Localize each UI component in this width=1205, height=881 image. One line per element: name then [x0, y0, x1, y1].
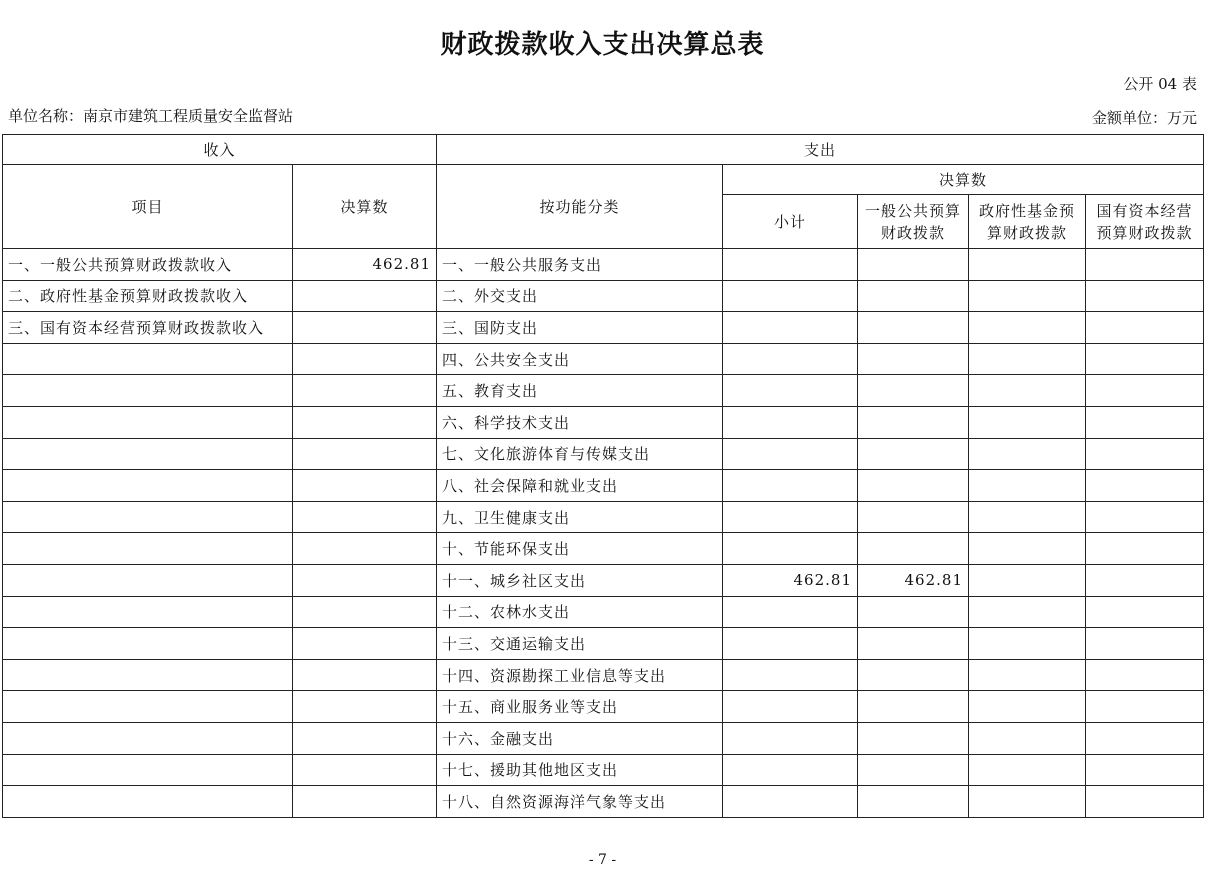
- income-item-cell: [3, 406, 293, 438]
- income-item-cell: [3, 564, 293, 596]
- general-budget-cell: [858, 249, 969, 281]
- subtotal-cell: 462.81: [723, 564, 858, 596]
- income-amount-cell: [293, 691, 437, 723]
- expense-header: 支出: [437, 135, 1204, 165]
- table-row: [3, 691, 1204, 723]
- state-capital-cell: [1086, 691, 1204, 723]
- gov-fund-cell: [969, 533, 1086, 565]
- expense-item-cell: 一、一般公共服务支出: [437, 249, 723, 281]
- income-amount-cell: [293, 438, 437, 470]
- gov-fund-cell: [969, 501, 1086, 533]
- general-budget-cell: [858, 533, 969, 565]
- income-item-cell: [3, 659, 293, 691]
- item-header: 项目: [3, 165, 293, 249]
- state-capital-cell: [1086, 375, 1204, 407]
- general-budget-cell: [858, 659, 969, 691]
- table-row: [3, 249, 1204, 281]
- gov-fund-cell: [969, 754, 1086, 786]
- state-capital-cell: [1086, 501, 1204, 533]
- table-row: [3, 628, 1204, 660]
- gov-fund-cell: [969, 691, 1086, 723]
- general-budget-cell: [858, 722, 969, 754]
- table-row: [3, 438, 1204, 470]
- subtotal-cell: [723, 375, 858, 407]
- state-capital-header: 国有资本经营预算财政拨款: [1086, 195, 1204, 249]
- expense-item-cell: 十、节能环保支出: [437, 533, 723, 565]
- income-amount-cell: [293, 754, 437, 786]
- general-budget-cell: [858, 312, 969, 344]
- income-item-cell: [3, 596, 293, 628]
- table-row: [3, 375, 1204, 407]
- general-budget-cell: [858, 406, 969, 438]
- subtotal-cell: [723, 628, 858, 660]
- state-capital-cell: [1086, 722, 1204, 754]
- gov-fund-cell: [969, 312, 1086, 344]
- state-capital-cell: [1086, 438, 1204, 470]
- expense-item-cell: 六、科学技术支出: [437, 406, 723, 438]
- state-capital-cell: [1086, 596, 1204, 628]
- income-item-cell: [3, 343, 293, 375]
- gov-fund-cell: [969, 786, 1086, 818]
- income-amount-cell: [293, 312, 437, 344]
- by-function-header: 按功能分类: [437, 165, 723, 249]
- income-amount-cell: [293, 564, 437, 596]
- general-budget-header: 一般公共预算财政拨款: [858, 195, 969, 249]
- subtotal-header: 小计: [723, 195, 858, 249]
- final-amount-group-header: 决算数: [723, 165, 1204, 195]
- expense-item-cell: 九、卫生健康支出: [437, 501, 723, 533]
- table-row: [3, 406, 1204, 438]
- table-row: [3, 786, 1204, 818]
- expense-item-cell: 十一、城乡社区支出: [437, 564, 723, 596]
- expense-item-cell: 四、公共安全支出: [437, 343, 723, 375]
- expense-item-cell: 七、文化旅游体育与传媒支出: [437, 438, 723, 470]
- subtotal-cell: [723, 786, 858, 818]
- income-amount-cell: [293, 659, 437, 691]
- state-capital-cell: [1086, 533, 1204, 565]
- table-row: [3, 280, 1204, 312]
- general-budget-cell: [858, 438, 969, 470]
- income-amount-cell: [293, 722, 437, 754]
- table-row: [3, 659, 1204, 691]
- table-row: [3, 722, 1204, 754]
- income-header: 收入: [3, 135, 437, 165]
- general-budget-cell: [858, 754, 969, 786]
- state-capital-cell: [1086, 280, 1204, 312]
- gov-fund-cell: [969, 659, 1086, 691]
- income-final-amount-header: 决算数: [293, 165, 437, 249]
- gov-fund-cell: [969, 564, 1086, 596]
- expense-item-cell: 十二、农林水支出: [437, 596, 723, 628]
- gov-fund-cell: [969, 722, 1086, 754]
- expense-item-cell: 十六、金融支出: [437, 722, 723, 754]
- general-budget-cell: [858, 375, 969, 407]
- amount-unit: 金额单位：万元: [1091, 109, 1197, 127]
- state-capital-cell: [1086, 249, 1204, 281]
- page-number: - 7 -: [588, 852, 617, 868]
- expense-item-cell: 五、教育支出: [437, 375, 723, 407]
- income-item-cell: [3, 722, 293, 754]
- subtotal-cell: [723, 249, 858, 281]
- table-row: [3, 596, 1204, 628]
- income-item-cell: [3, 786, 293, 818]
- state-capital-cell: [1086, 754, 1204, 786]
- income-amount-cell: 462.81: [293, 249, 437, 281]
- table-row: [3, 312, 1204, 344]
- state-capital-cell: [1086, 406, 1204, 438]
- subtotal-cell: [723, 722, 858, 754]
- income-item-cell: [3, 375, 293, 407]
- income-item-cell: [3, 691, 293, 723]
- table-row: [3, 564, 1204, 596]
- state-capital-cell: [1086, 786, 1204, 818]
- income-amount-cell: [293, 280, 437, 312]
- income-item-cell: [3, 533, 293, 565]
- income-amount-cell: [293, 501, 437, 533]
- state-capital-cell: [1086, 343, 1204, 375]
- general-budget-cell: [858, 786, 969, 818]
- subtotal-cell: [723, 533, 858, 565]
- table-row: [3, 533, 1204, 565]
- expense-item-cell: 十八、自然资源海洋气象等支出: [437, 786, 723, 818]
- expense-item-cell: 十七、援助其他地区支出: [437, 754, 723, 786]
- subtotal-cell: [723, 343, 858, 375]
- general-budget-cell: [858, 628, 969, 660]
- subtotal-cell: [723, 501, 858, 533]
- subtotal-cell: [723, 659, 858, 691]
- income-item-cell: [3, 628, 293, 660]
- subtotal-cell: [723, 280, 858, 312]
- state-capital-cell: [1086, 659, 1204, 691]
- income-item-cell: [3, 501, 293, 533]
- subtotal-cell: [723, 312, 858, 344]
- state-capital-cell: [1086, 470, 1204, 502]
- general-budget-cell: [858, 280, 969, 312]
- income-amount-cell: [293, 533, 437, 565]
- gov-fund-cell: [969, 596, 1086, 628]
- expense-item-cell: 三、国防支出: [437, 312, 723, 344]
- gov-fund-cell: [969, 628, 1086, 660]
- income-amount-cell: [293, 375, 437, 407]
- general-budget-cell: [858, 691, 969, 723]
- income-item-cell: 二、政府性基金预算财政拨款收入: [3, 280, 293, 312]
- income-amount-cell: [293, 406, 437, 438]
- gov-fund-cell: [969, 343, 1086, 375]
- form-number: 公开 04 表: [1123, 75, 1197, 93]
- general-budget-cell: [858, 343, 969, 375]
- expense-item-cell: 十四、资源勘探工业信息等支出: [437, 659, 723, 691]
- income-amount-cell: [293, 786, 437, 818]
- unit-name: 单位名称：南京市建筑工程质量安全监督站: [8, 107, 294, 125]
- income-amount-cell: [293, 470, 437, 502]
- income-item-cell: 一、一般公共预算财政拨款收入: [3, 249, 293, 281]
- expense-item-cell: 十三、交通运输支出: [437, 628, 723, 660]
- table-row: [3, 501, 1204, 533]
- subtotal-cell: [723, 438, 858, 470]
- general-budget-cell: 462.81: [858, 564, 969, 596]
- state-capital-cell: [1086, 564, 1204, 596]
- subtotal-cell: [723, 406, 858, 438]
- income-item-cell: [3, 470, 293, 502]
- state-capital-cell: [1086, 312, 1204, 344]
- gov-fund-cell: [969, 280, 1086, 312]
- subtotal-cell: [723, 470, 858, 502]
- subtotal-cell: [723, 691, 858, 723]
- summary-table: [2, 134, 1204, 818]
- general-budget-cell: [858, 501, 969, 533]
- table-row: [3, 470, 1204, 502]
- subtotal-cell: [723, 754, 858, 786]
- general-budget-cell: [858, 596, 969, 628]
- gov-fund-cell: [969, 470, 1086, 502]
- expense-item-cell: 十五、商业服务业等支出: [437, 691, 723, 723]
- gov-fund-cell: [969, 406, 1086, 438]
- subtotal-cell: [723, 596, 858, 628]
- gov-fund-header: 政府性基金预算财政拨款: [969, 195, 1086, 249]
- income-amount-cell: [293, 628, 437, 660]
- general-budget-cell: [858, 470, 969, 502]
- income-item-cell: 三、国有资本经营预算财政拨款收入: [3, 312, 293, 344]
- expense-item-cell: 二、外交支出: [437, 280, 723, 312]
- table-row: [3, 343, 1204, 375]
- gov-fund-cell: [969, 438, 1086, 470]
- gov-fund-cell: [969, 249, 1086, 281]
- gov-fund-cell: [969, 375, 1086, 407]
- income-item-cell: [3, 438, 293, 470]
- table-row: [3, 754, 1204, 786]
- expense-item-cell: 八、社会保障和就业支出: [437, 470, 723, 502]
- income-amount-cell: [293, 596, 437, 628]
- income-amount-cell: [293, 343, 437, 375]
- state-capital-cell: [1086, 628, 1204, 660]
- income-item-cell: [3, 754, 293, 786]
- page-title: 财政拨款收入支出决算总表: [440, 30, 765, 60]
